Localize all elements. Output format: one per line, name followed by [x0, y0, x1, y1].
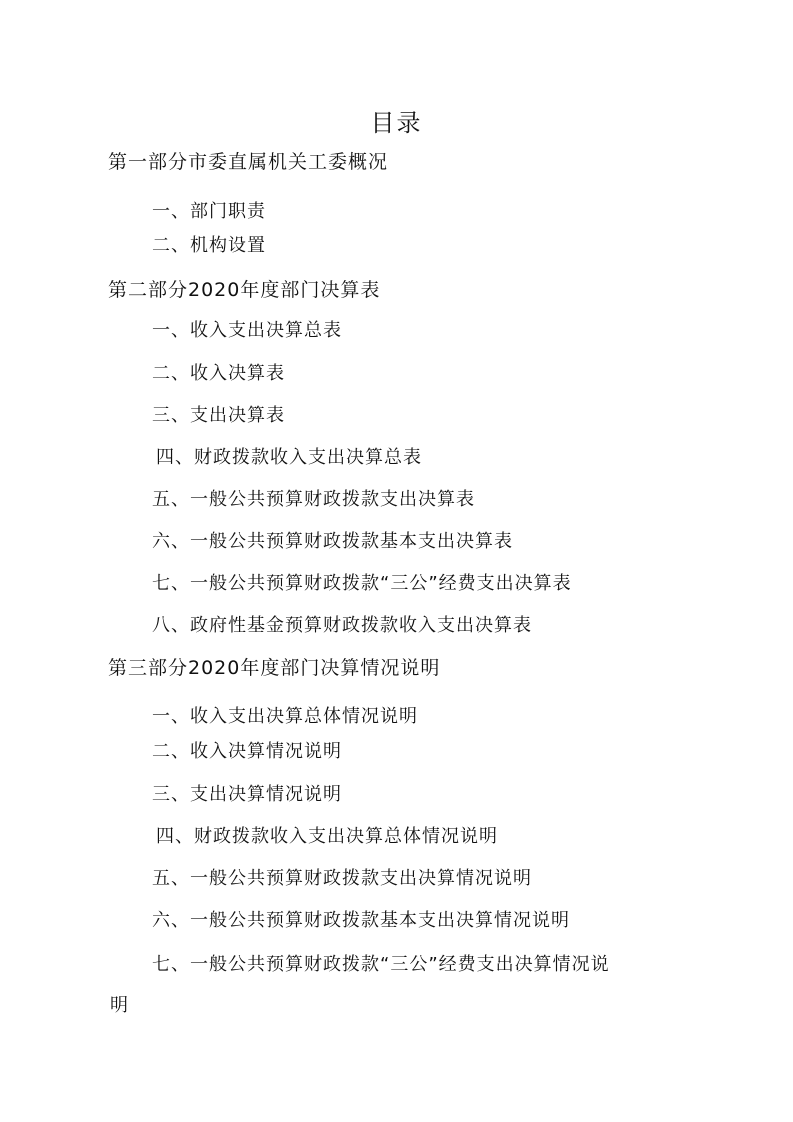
toc-item: 六、一般公共预算财政拨款基本支出决算情况说明 [152, 910, 570, 931]
toc-item: 七、一般公共预算财政拨款“三公”经费支出决算情况说 [152, 954, 610, 975]
toc-item: 二、机构设置 [152, 235, 266, 256]
toc-item: 一、收入支出决算总体情况说明 [152, 706, 418, 727]
toc-item: 三、支出决算表 [152, 405, 285, 426]
toc-item: 四、财政拨款收入支出决算总体情况说明 [156, 826, 498, 847]
part1-heading: 第一部分市委直属机关工委概况 [108, 151, 389, 173]
toc-item: 一、部门职责 [152, 201, 266, 222]
toc-item: 五、一般公共预算财政拨款支出决算表 [152, 489, 475, 510]
toc-item: 四、财政拨款收入支出决算总表 [156, 447, 422, 468]
toc-item: 三、支出决算情况说明 [152, 784, 342, 805]
part3-heading: 第三部分2020年度部门决算情况说明 [108, 657, 441, 679]
toc-item-continuation: 明 [110, 995, 129, 1016]
toc-title: 目录 [370, 109, 423, 137]
toc-item: 一、收入支出决算总表 [152, 320, 342, 341]
toc-item: 五、一般公共预算财政拨款支出决算情况说明 [152, 868, 532, 889]
toc-item: 二、收入决算表 [152, 363, 285, 384]
toc-item: 八、政府性基金预算财政拨款收入支出决算表 [152, 615, 532, 636]
toc-item: 七、一般公共预算财政拨款“三公”经费支出决算表 [152, 573, 572, 594]
toc-item: 六、一般公共预算财政拨款基本支出决算表 [152, 531, 513, 552]
part2-heading: 第二部分2020年度部门决算表 [108, 279, 381, 301]
toc-item: 二、收入决算情况说明 [152, 741, 342, 762]
